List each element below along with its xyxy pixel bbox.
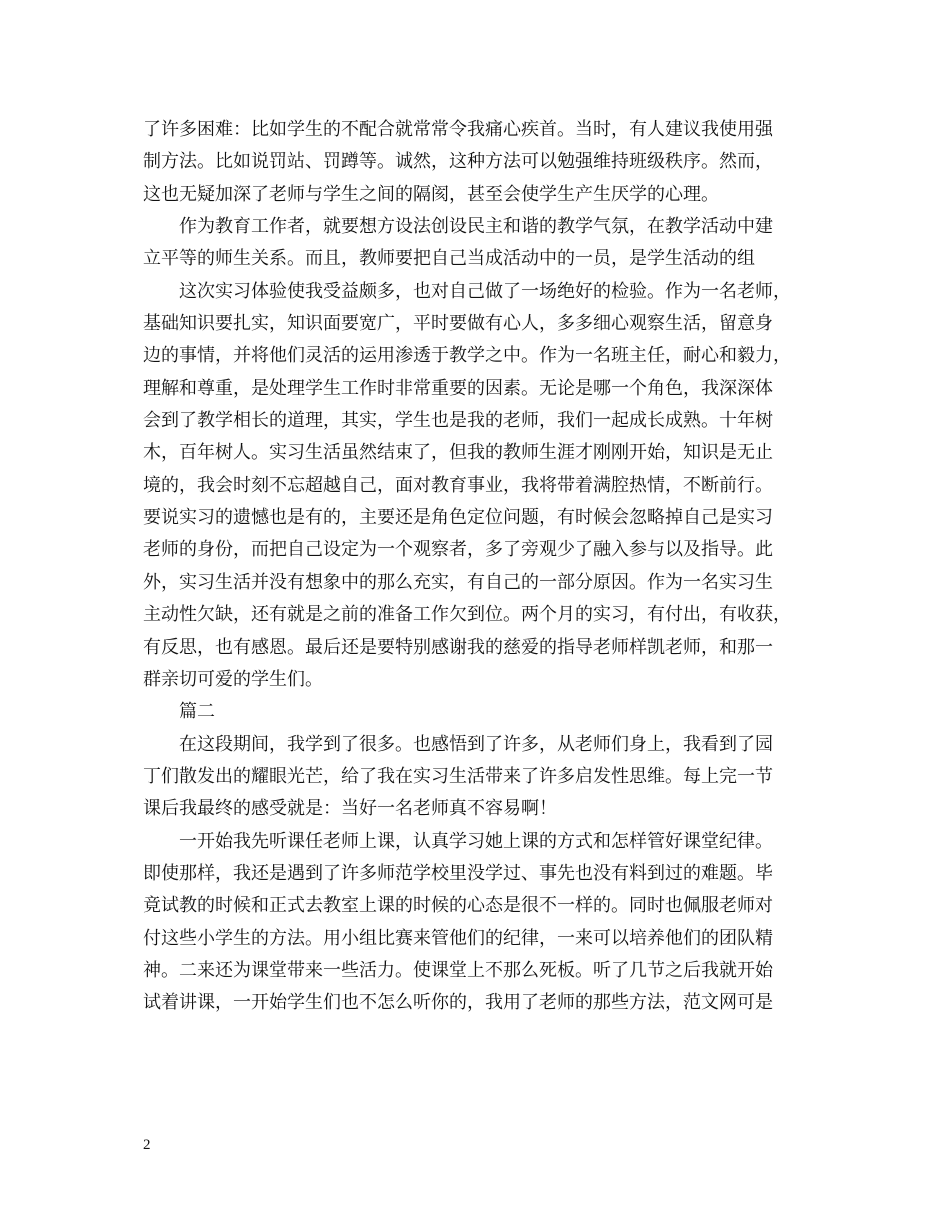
text-line: 丁们散发出的耀眼光芒，给了我在实习生活带来了许多启发性思维。每上完一节 [143,765,773,787]
text-line: 立平等的师生关系。而且，教师要把自己当成活动中的一员，是学生活动的组 [143,248,755,270]
text-line: 边的事情，并将他们灵活的运用渗透于教学之中。作为一名班主任，耐心和毅力， [143,345,791,367]
text-line: 群亲切可爱的学生们。 [143,668,323,690]
text-line: 境的，我会时刻不忘超越自己，面对教育事业，我将带着满腔热情，不断前行。 [143,474,773,496]
text-line: 付这些小学生的方法。用小组比赛来管他们的纪律，一来可以培养他们的团队精 [143,927,773,949]
page-number: 2 [143,1137,151,1153]
text-line: 课后我最终的感受就是：当好一名老师真不容易啊！ [143,798,557,820]
text-line: 要说实习的遗憾也是有的，主要还是角色定位问题，有时候会忽略掉自己是实习 [143,507,773,529]
text-line: 会到了教学相长的道理，其实，学生也是我的老师，我们一起成长成熟。十年树 [143,410,773,432]
text-line: 理解和尊重，是处理学生工作时非常重要的因素。无论是哪一个角色，我深深体 [143,377,773,399]
text-line: 这次实习体验使我受益颇多，也对自己做了一场绝好的检验。作为一名老师， [143,280,791,302]
text-line: 神。二来还为课堂带来一些活力。使课堂上不那么死板。听了几节之后我就开始 [143,959,773,981]
text-line: 主动性欠缺，还有就是之前的准备工作欠到位。两个月的实习，有付出，有收获， [143,604,791,626]
text-line: 篇二 [143,701,215,723]
text-line: 竟试教的时候和正式去教室上课的时候的心态是很不一样的。同时也佩服老师对 [143,895,773,917]
text-line: 这也无疑加深了老师与学生之间的隔阂，甚至会使学生产生厌学的心理。 [143,183,719,205]
text-line: 试着讲课，一开始学生们也不怎么听你的，我用了老师的那些方法，范文网可是 [143,992,773,1014]
text-line: 即使那样，我还是遇到了许多师范学校里没学过、事先也没有料到过的难题。毕 [143,862,773,884]
text-line: 外，实习生活并没有想象中的那么充实，有自己的一部分原因。作为一名实习生 [143,571,773,593]
text-line: 木，百年树人。实习生活虽然结束了，但我的教师生涯才刚刚开始，知识是无止 [143,442,773,464]
text-line: 有反思，也有感恩。最后还是要特别感谢我的慈爱的指导老师样凯老师，和那一 [143,636,773,658]
text-line: 制方法。比如说罚站、罚蹲等。诚然，这种方法可以勉强维持班级秩序。然而， [143,151,773,173]
text-line: 老师的身份，而把自己设定为一个观察者，多了旁观少了融入参与以及指导。此 [143,539,773,561]
text-line: 一开始我先听课任老师上课，认真学习她上课的方式和怎样管好课堂纪律。 [143,830,773,852]
text-line: 了许多困难：比如学生的不配合就常常令我痛心疾首。当时，有人建议我使用强 [143,119,773,140]
body-text [143,114,808,1020]
text-line: 在这段期间，我学到了很多。也感悟到了许多，从老师们身上，我看到了园 [143,733,773,755]
text-line: 基础知识要扎实，知识面要宽广，平时要做有心人，多多细心观察生活，留意身 [143,313,773,335]
text-line: 作为教育工作者，就要想方设法创设民主和谐的教学气氛，在教学活动中建 [143,216,773,238]
